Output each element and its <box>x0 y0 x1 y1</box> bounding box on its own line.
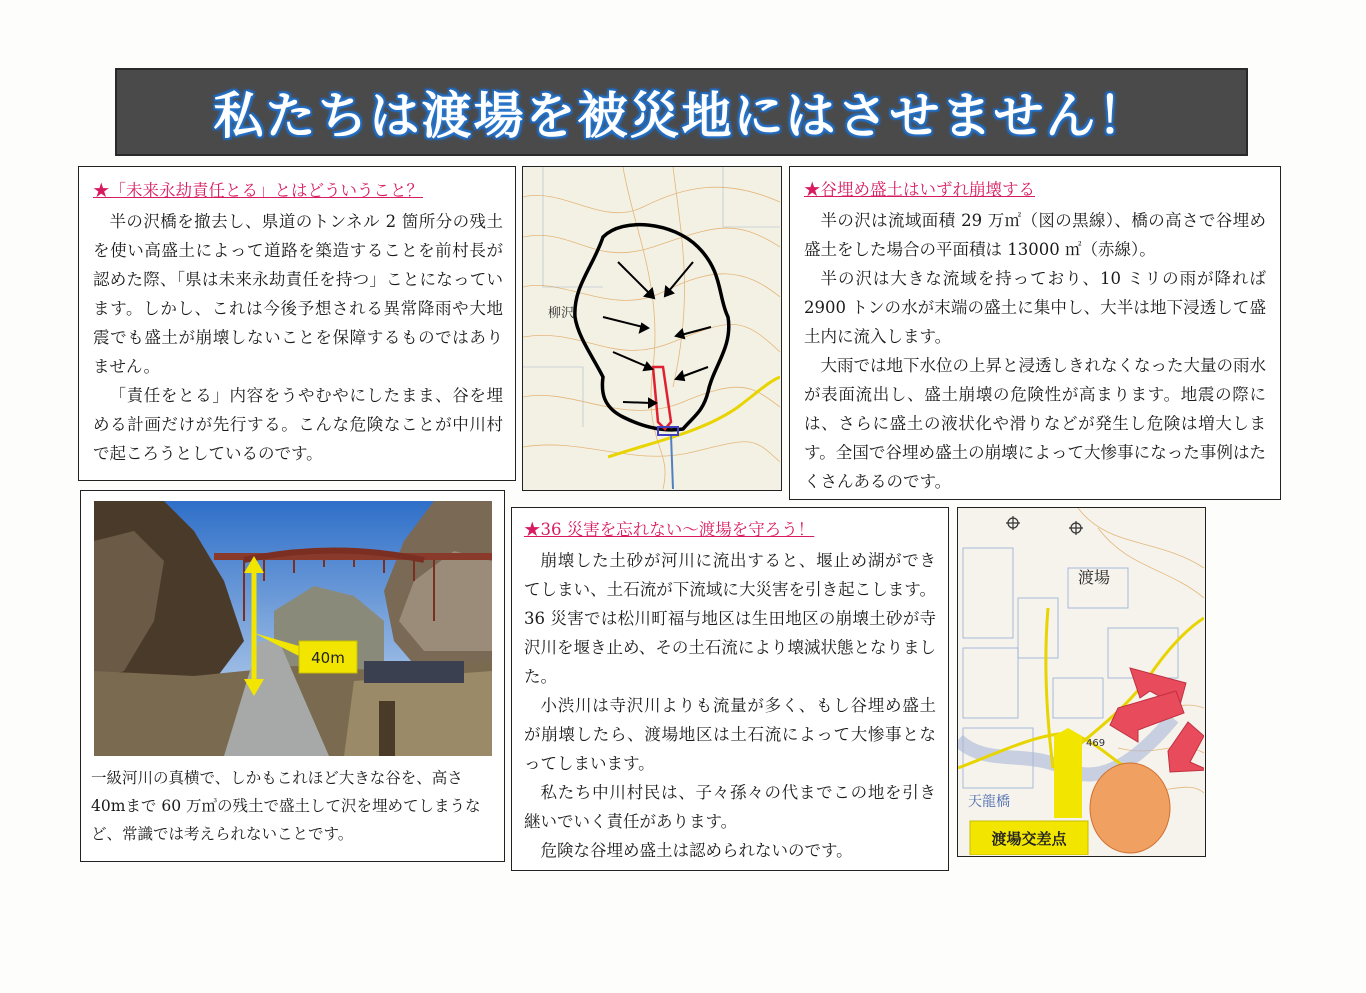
watariba-map <box>957 507 1206 857</box>
section-heading: ★谷埋め盛土はいずれ崩壊する <box>804 180 1035 199</box>
section-heading: ★「未来永劫責任とる」とはどういうこと？ <box>93 181 423 200</box>
watariba-map-drawing <box>958 508 1204 855</box>
paragraph: 崩壊した土砂が河川に流出すると、堰止め湖ができてしまい、土石流が下流域に大災害を引き起こします。36 災害では松川町福与地区は生田地区の崩壊土砂が寺沢川を堰き止め、その土石流により壊滅状態となりました。 <box>524 551 936 686</box>
photo-section <box>80 490 505 862</box>
paragraph: 危険な谷埋め盛土は認められないのです。 <box>540 841 853 860</box>
area-label: 渡場 <box>1078 568 1111 587</box>
section-heading: ★36 災害を忘れない～渡場を守ろう！ <box>524 520 815 539</box>
title-banner <box>115 68 1248 156</box>
paragraph: 「責任をとる」内容をうやむやにしたまま、谷を埋める計画だけが先行する。こんな危険なことが中川村で起ころうとしているのです。 <box>93 386 503 463</box>
map-village-label: 柳沢 <box>548 306 575 321</box>
bridge-label: 天龍橋 <box>968 794 1010 810</box>
intersection-callout: 渡場交差点 <box>991 830 1067 848</box>
watershed-map <box>522 166 782 491</box>
paragraph: 大雨では地下水位の上昇と浸透しきれなくなった大量の雨水が表面流出し、盛土崩壊の危険性が高まります。地震の際には、さらに盛土の液状化や滑りなどが発生し危険は増大します。全国で谷埋め盛土の崩壊によって大惨事になった事例はたくさんあるのです。 <box>804 356 1266 491</box>
paragraph: 半の沢は流域面積 29 万㎡（図の黒線）、橋の高さで谷埋め盛土をした場合の平面積は 13000 ㎡（赤線）。 <box>804 211 1266 259</box>
paragraph: 半の沢橋を撤去し、県道のトンネル 2 箇所分の残土を使い高盛土によって道路を築造することを前村長が認めた際、「県は未来永劫責任を持つ」ことになっています。しかし、これは今後予想される異常降雨や大地震でも盛土が崩壊しないことを保障するものではありません。 <box>93 212 503 376</box>
photo-caption: 一級河川の真横で、しかもこれほど大きな谷を、高さ 40mまで 60 万㎥の残土で盛土して沢を埋めてしまうなど、常識では考えられないことです。 <box>91 769 481 843</box>
bridge-photo-drawing <box>94 501 492 756</box>
watershed-map-drawing <box>523 167 780 489</box>
paragraph: 私たち中川村民は、子々孫々の代までこの地を引き継いでいく責任があります。 <box>524 783 936 831</box>
height-label: 40m <box>311 649 345 667</box>
elevation-label: 469 <box>1086 738 1106 749</box>
paragraph: 小渋川は寺沢川よりも流量が多く、もし谷埋め盛土が崩壊したら、渡場地区は土石流によって大惨事となってしまいます。 <box>524 696 936 773</box>
bridge-photo <box>94 501 492 756</box>
section-collapse <box>789 166 1281 500</box>
page-title: 私たちは渡場を被災地にはさせません！ <box>213 87 1150 145</box>
paragraph: 半の沢は大きな流域を持っており、10 ミリの雨が降れば 2900 トンの水が末端の盛土に集中し、大半は地下浸透して盛土内に流入します。 <box>804 269 1266 346</box>
section-responsibility <box>78 166 516 481</box>
section-36-disaster <box>511 507 949 871</box>
